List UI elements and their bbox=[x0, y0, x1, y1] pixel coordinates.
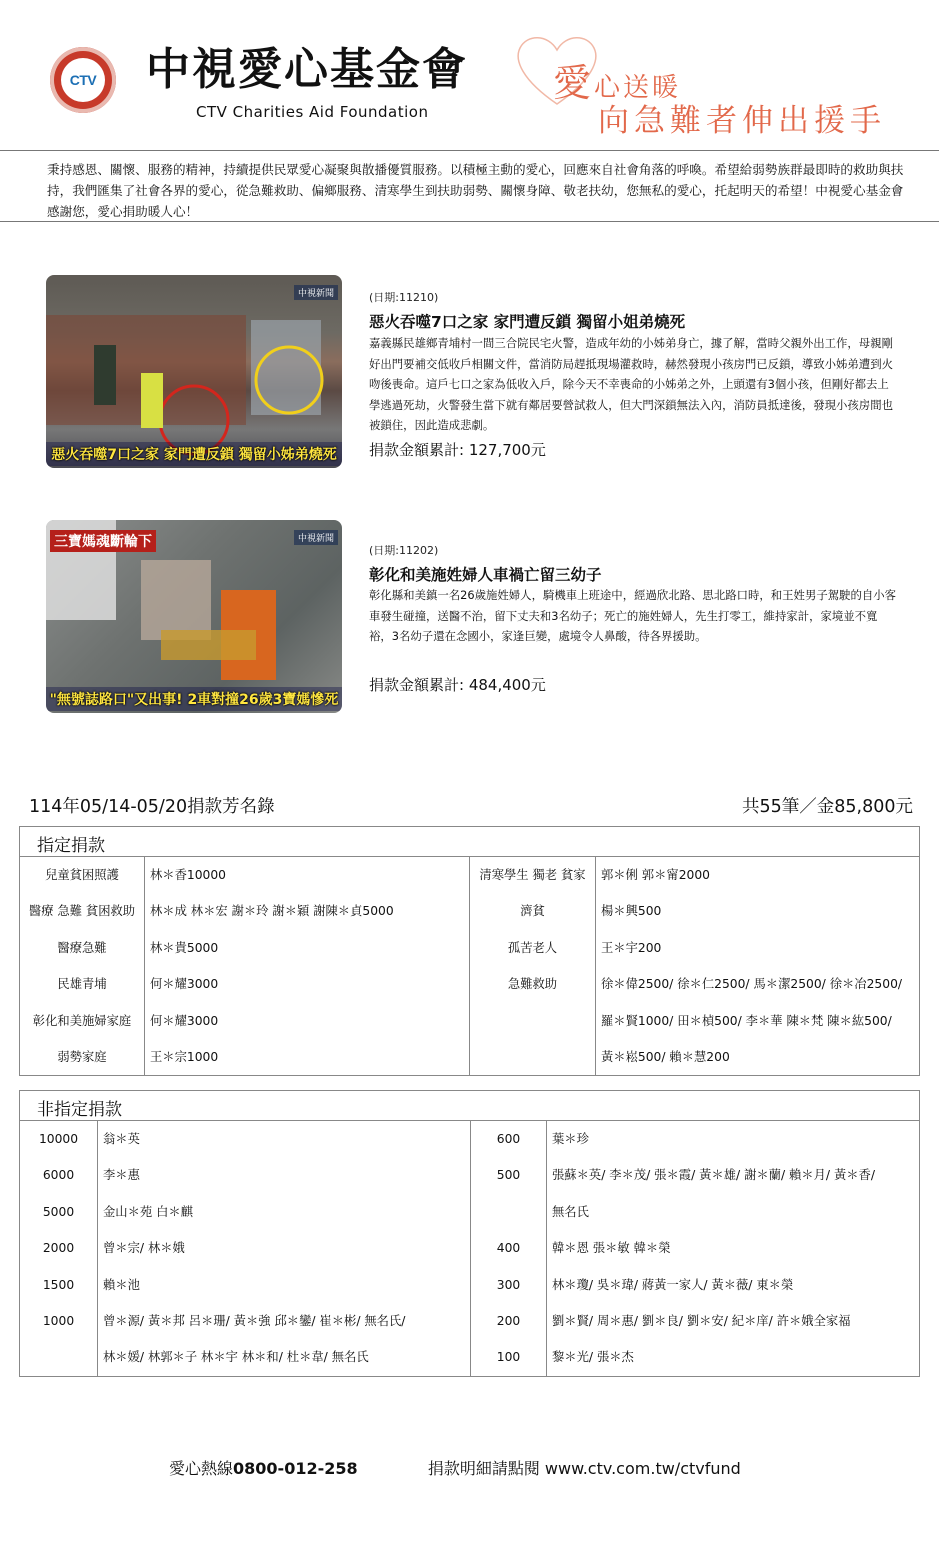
story-date: (日期:11202) bbox=[369, 544, 439, 557]
intro-banner bbox=[0, 150, 939, 222]
donor-names: 楊＊興500 bbox=[601, 904, 662, 919]
hotline-label: 愛心熱線 bbox=[169, 1459, 234, 1478]
slogan-line-1: 愛心送暖 bbox=[553, 61, 682, 105]
category-label: 彰化和美施婦家庭 bbox=[32, 1013, 132, 1028]
story-photo-accident[interactable] bbox=[46, 520, 342, 713]
category-label: 兒童貧困照護 bbox=[45, 868, 119, 882]
amount-label: 2000 bbox=[42, 1241, 75, 1256]
designated-left-donors bbox=[145, 857, 470, 1076]
donor-names: 韓＊恩 張＊敏 韓＊榮 bbox=[552, 1241, 671, 1256]
news-badge: 中視新聞 bbox=[294, 530, 338, 545]
amount-label: 1500 bbox=[42, 1277, 75, 1292]
donor-names: 何＊耀3000 bbox=[150, 1013, 219, 1028]
donor-list-summary: 共55筆／金85,800元 bbox=[741, 797, 913, 817]
donor-names: 曾＊源/ 黃＊邦 呂＊珊/ 黃＊強 邱＊鑾/ 崔＊彬/ 無名氏/ bbox=[103, 1313, 406, 1328]
donor-names: 黃＊崧500/ 賴＊慧200 bbox=[601, 1049, 730, 1064]
category-label: 孤苦老人 bbox=[507, 940, 558, 955]
donor-names: 林＊成 林＊宏 謝＊玲 謝＊穎 謝陳＊貞5000 bbox=[150, 904, 394, 919]
amount-label: 300 bbox=[496, 1277, 521, 1292]
designated-heading: 指定捐款 bbox=[20, 827, 920, 857]
donor-names: 黎＊光/ 張＊杰 bbox=[552, 1350, 634, 1365]
footer bbox=[169, 1456, 741, 1479]
donor-names: 徐＊偉2500/ 徐＊仁2500/ 馬＊潔2500/ 徐＊冶2500/ bbox=[601, 977, 903, 992]
intro-text: 秉持感恩、關懷、服務的精神，持續提供民眾愛心凝聚與散播優質服務。以積極主動的愛心，回應來自社會角落的呼喚。希望給弱勢族群最即時的救助與扶持，我們匯集了社會各界的愛心，從急難救助、偏鄉服務、清寒學生到扶助弱勢、關懷身障、敬老扶幼，您無私的愛心，托起明天的希望！中視愛心基金會感謝您，愛心捐助暖人心！ bbox=[47, 162, 904, 219]
story-title[interactable]: 惡火吞噬7口之家 家門遭反鎖 獨留小姐弟燒死 bbox=[369, 313, 686, 331]
amount-label: 100 bbox=[496, 1350, 521, 1365]
story-title[interactable]: 彰化和美施姓婦人車禍亡留三幼子 bbox=[369, 566, 602, 584]
donor-names: 劉＊賢/ 周＊惠/ 劉＊良/ 劉＊安/ 紀＊庠/ 許＊娥全家福 bbox=[552, 1313, 851, 1328]
fund-url-link[interactable]: www.ctv.com.tw/ctvfund bbox=[544, 1459, 741, 1478]
photo-caption: "無號誌路口"又出事! 2車對撞26歲3寶媽慘死 bbox=[46, 687, 342, 711]
logo-text: CTV bbox=[69, 72, 97, 88]
amount-label: 400 bbox=[496, 1241, 521, 1256]
org-name: 中視愛心基金會 bbox=[146, 44, 468, 95]
donor-names: 何＊耀3000 bbox=[150, 977, 219, 992]
donor-list-title: 114年05/14-05/20捐款芳名錄 bbox=[29, 797, 275, 817]
org-name-en: CTV Charities Aid Foundation bbox=[196, 103, 429, 121]
story-date: (日期:11210) bbox=[369, 291, 439, 304]
amount-label: 500 bbox=[496, 1168, 521, 1183]
donor-names: 翁＊英 bbox=[103, 1132, 140, 1146]
undesignated-heading: 非指定捐款 bbox=[20, 1091, 920, 1121]
story-total: 捐款金額累計: 484,400元 bbox=[369, 676, 546, 694]
undesignated-right-amounts bbox=[471, 1121, 547, 1377]
amount-label: 6000 bbox=[42, 1168, 75, 1183]
undesignated-table bbox=[19, 1090, 920, 1377]
amount-label: 1000 bbox=[42, 1313, 75, 1328]
designated-right-donors bbox=[596, 857, 920, 1076]
story-photo-fire[interactable] bbox=[46, 275, 342, 468]
category-label: 急難救助 bbox=[507, 977, 558, 992]
amount-label: 200 bbox=[496, 1313, 521, 1328]
amount-label: 600 bbox=[496, 1132, 521, 1146]
designated-right-categories bbox=[470, 857, 596, 1076]
donor-names: 李＊惠 bbox=[103, 1168, 140, 1183]
donor-names: 林＊香10000 bbox=[150, 868, 227, 882]
donor-names: 王＊宇200 bbox=[601, 940, 662, 955]
donor-names: 曾＊宗/ 林＊娥 bbox=[103, 1241, 185, 1256]
donor-names: 賴＊池 bbox=[103, 1277, 140, 1292]
donor-names: 林＊瓊/ 吳＊瑋/ 蔣黃一家人/ 黃＊薇/ 東＊榮 bbox=[552, 1277, 794, 1292]
hotline-number[interactable]: 0800-012-258 bbox=[233, 1459, 358, 1478]
amount-label bbox=[20, 1339, 97, 1375]
photo-scene bbox=[46, 275, 342, 468]
story-body: 嘉義縣民雄鄉青埔村一間三合院民宅火警，造成年幼的小姊弟身亡，據了解，當時父親外出工作，母親剛好出門要補交低收戶相關文件，當消防局趕抵現場灌救時，赫然發現小孩房門已反鎖，導致小姊弟遭到火吻後喪命。這戶七口之家為低收入戶，除今天不幸喪命的小姊弟之外，上頭還有3個小孩，但剛好都去上學逃過死劫，火警發生當下就有鄰居要營試救人，但大門深鎖無法入內，消防員抵達後，發現小孩房間也被鎖住，因此造成悲劇。 bbox=[369, 336, 893, 432]
donor-names: 郭＊俐 郭＊甯2000 bbox=[601, 868, 710, 882]
amount-label bbox=[471, 1194, 546, 1230]
donor-names: 葉＊珍 bbox=[552, 1132, 589, 1146]
category-label: 弱勢家庭 bbox=[57, 1049, 107, 1064]
slogan-line-2: 向急難者伸出援手 bbox=[598, 103, 886, 139]
donor-names: 無名氏 bbox=[552, 1204, 589, 1219]
designated-table bbox=[19, 826, 920, 1076]
donor-names: 林＊貴5000 bbox=[150, 940, 219, 955]
photo-tag: 三寶媽魂斷輪下 bbox=[50, 530, 156, 552]
category-label: 醫療急難 bbox=[57, 940, 107, 955]
amount-label: 5000 bbox=[42, 1204, 75, 1219]
category-label: 醫療 急難 貧困救助 bbox=[28, 904, 136, 919]
undesignated-right-donors bbox=[547, 1121, 920, 1377]
news-badge: 中視新聞 bbox=[294, 285, 338, 300]
category-label: 濟貧 bbox=[520, 904, 545, 919]
donor-names: 張蘇＊英/ 李＊茂/ 張＊霞/ 黃＊雄/ 謝＊蘭/ 賴＊月/ 黃＊香/ bbox=[552, 1168, 875, 1183]
donor-names: 金山＊苑 白＊麒 bbox=[103, 1204, 193, 1219]
story-body: 彰化縣和美鎮一名26歲施姓婦人，騎機車上班途中，經過欣北路、思北路口時，和王姓男子駕駛的自小客車發生碰撞，送醫不治，留下丈夫和3名幼子；死亡的施姓婦人，先生打零工，維持家計，家境並不寬裕，3名幼子還在念國小，家逢巨變，處境令人鼻酸，待各界援助。 bbox=[369, 588, 897, 643]
story-total: 捐款金額累計: 127,700元 bbox=[369, 441, 546, 459]
undesignated-left-donors bbox=[98, 1121, 471, 1377]
category-label: 民雄青埔 bbox=[57, 977, 107, 992]
amount-label: 10000 bbox=[38, 1132, 79, 1146]
donor-names: 王＊宗1000 bbox=[150, 1049, 219, 1064]
foundation-logo bbox=[50, 47, 116, 113]
donor-names: 羅＊賢1000/ 田＊楨500/ 李＊華 陳＊梵 陳＊紘500/ bbox=[601, 1013, 892, 1028]
donor-names: 林＊媛/ 林郭＊子 林＊宇 林＊和/ 杜＊韋/ 無名氏 bbox=[103, 1350, 369, 1365]
category-label: 清寒學生 獨老 貧家 bbox=[479, 868, 586, 882]
detail-label: 捐款明細請點閱 bbox=[427, 1459, 540, 1478]
photo-caption: 惡火吞噬7口之家 家門遭反鎖 獨留小姊弟燒死 bbox=[46, 442, 342, 466]
designated-left-categories bbox=[20, 857, 145, 1076]
undesignated-left-amounts bbox=[20, 1121, 98, 1377]
